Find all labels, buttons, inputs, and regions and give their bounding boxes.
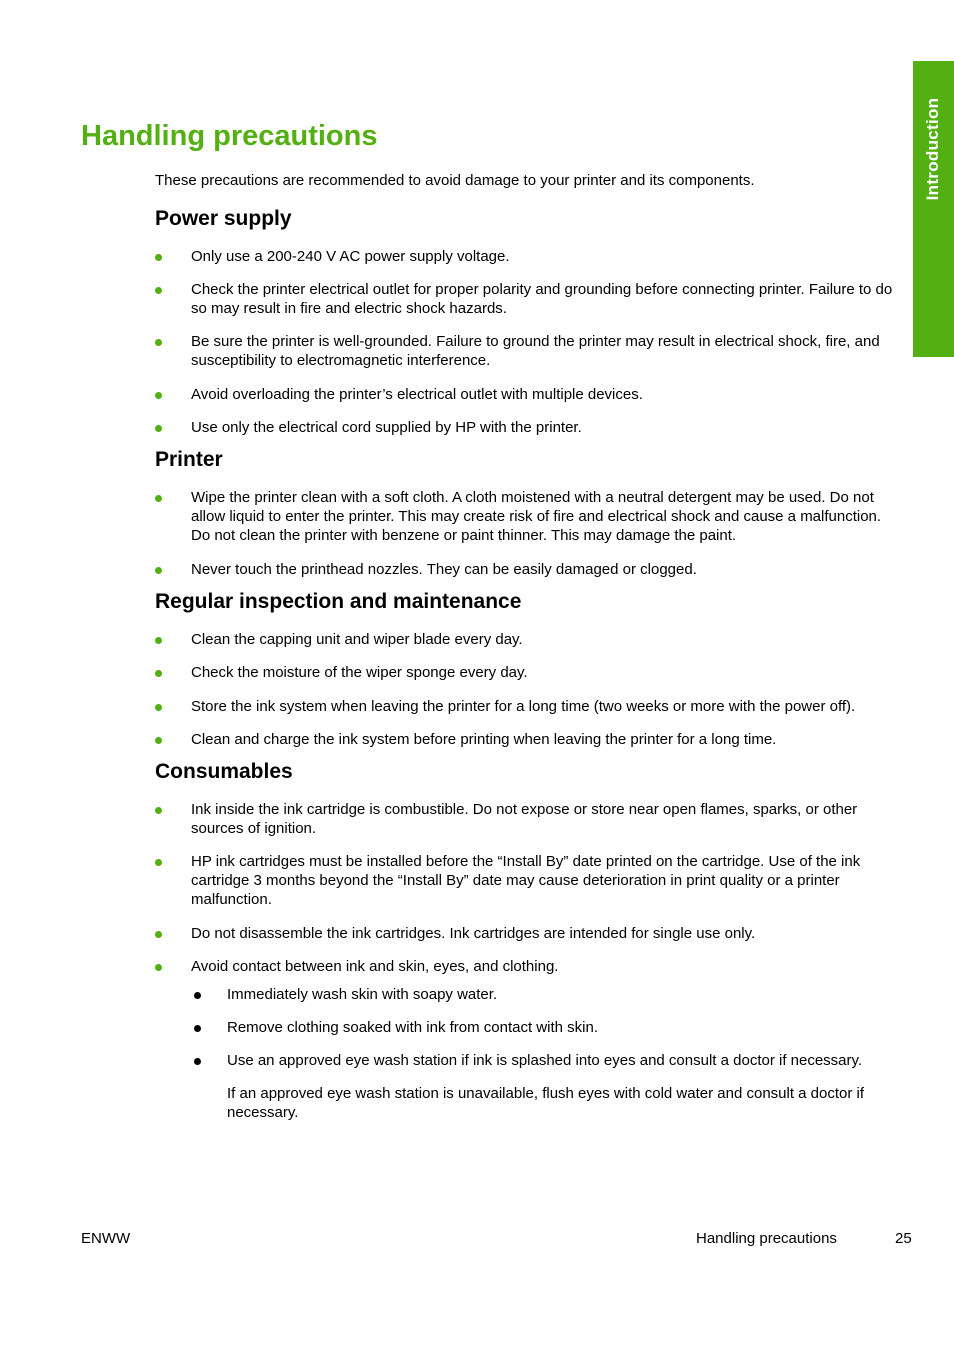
footer-label: ENWW	[81, 1230, 131, 1247]
sub-list-item	[191, 1018, 901, 1037]
section-power-supply	[155, 206, 900, 437]
list-item-text: Check the moisture of the wiper sponge every day.	[191, 664, 528, 681]
list-item-text: HP ink cartridges must be installed before the “Install By” date printed on the cartridge. Use of the ink cartridge 3 months beyond the “Install By” date may cause deterioration in print quality or a printer malfunction.	[191, 853, 861, 908]
bullet-icon	[155, 704, 162, 711]
list-item-text: Avoid contact between ink and skin, eyes, and clothing.	[191, 958, 559, 975]
bullet-list	[155, 630, 900, 749]
bullet-icon	[155, 425, 162, 432]
page-number: 25	[895, 1230, 912, 1247]
bullet-icon	[155, 254, 162, 261]
sub-bullet-icon	[194, 992, 201, 999]
sub-list-item	[191, 1051, 901, 1070]
section-heading: Regular inspection and maintenance	[155, 590, 522, 613]
intro-paragraph: These precautions are recommended to avoid damage to your printer and its components.	[155, 172, 755, 189]
sub-list-item	[191, 985, 901, 1004]
list-item-text: Be sure the printer is well-grounded. Failure to ground the printer may result in electrical shock, fire, and susceptibility to electromagnetic interference.	[191, 333, 880, 369]
list-item	[155, 280, 900, 318]
list-item-text: Check the printer electrical outlet for proper polarity and grounding before connecting printer. Failure to do so may result in fire and electric shock hazards.	[191, 281, 893, 317]
section-printer	[155, 447, 900, 579]
list-item	[155, 630, 900, 649]
list-item	[155, 247, 900, 266]
sub-list-item-text: Immediately wash skin with soapy water.	[227, 986, 498, 1003]
list-item	[155, 560, 900, 579]
list-item-text: Never touch the printhead nozzles. They can be easily damaged or clogged.	[191, 561, 697, 578]
bullet-icon	[155, 931, 162, 938]
list-item	[155, 488, 900, 545]
list-item-text: Avoid overloading the printer’s electrical outlet with multiple devices.	[191, 386, 643, 403]
bullet-icon	[155, 737, 162, 744]
bullet-icon	[155, 392, 162, 399]
list-item	[155, 332, 900, 370]
list-item	[155, 800, 900, 838]
list-item-text: Clean the capping unit and wiper blade every day.	[191, 631, 523, 648]
bullet-icon	[155, 807, 162, 814]
bullet-icon	[155, 339, 162, 346]
sub-bullet-icon	[194, 1025, 201, 1032]
bullet-icon	[155, 287, 162, 294]
sub-bullet-icon	[194, 1058, 201, 1065]
section-consumables	[155, 759, 900, 976]
footer-section-title: Handling precautions	[696, 1230, 837, 1247]
list-item	[155, 663, 900, 682]
section-heading: Consumables	[155, 760, 293, 783]
sub-list-item-text: Use an approved eye wash station if ink is splashed into eyes and consult a doctor if necessary.	[227, 1052, 863, 1069]
list-item	[155, 924, 900, 943]
sub-list-item-text: Remove clothing soaked with ink from contact with skin.	[227, 1019, 598, 1036]
list-item-text: Ink inside the ink cartridge is combustible. Do not expose or store near open flames, sparks, or other sources of ignition.	[191, 801, 858, 837]
list-item	[155, 385, 900, 404]
list-item-text: Do not disassemble the ink cartridges. Ink cartridges are intended for single use only.	[191, 925, 756, 942]
list-item-text: Use only the electrical cord supplied by HP with the printer.	[191, 419, 582, 436]
section-heading: Power supply	[155, 207, 292, 230]
bullet-list	[155, 800, 900, 976]
section-inspection-maintenance	[155, 589, 900, 749]
list-item	[155, 957, 900, 976]
bullet-list	[155, 488, 900, 579]
bullet-icon	[155, 495, 162, 502]
chapter-tab	[913, 61, 954, 357]
list-item-text: Only use a 200-240 V AC power supply voltage.	[191, 248, 510, 265]
chapter-tab-label: Introduction	[923, 97, 942, 201]
section-heading: Printer	[155, 448, 223, 471]
list-item-text: Wipe the printer clean with a soft cloth. A cloth moistened with a neutral detergent may be used. Do not allow liquid to enter the printer. This may create risk of fire and electrical shock and cause a malfunction. Do not clean the printer with benzene or paint thinner. This may damage the paint.	[191, 489, 882, 544]
page-title: Handling precautions	[81, 120, 378, 152]
list-item-text: Clean and charge the ink system before printing when leaving the printer for a long time.	[191, 731, 777, 748]
list-item	[155, 730, 900, 749]
bullet-icon	[155, 859, 162, 866]
eye-wash-note: If an approved eye wash station is unavailable, flush eyes with cold water and consult a doctor if necessary.	[227, 1085, 865, 1121]
list-item-text: Store the ink system when leaving the printer for a long time (two weeks or more with the power off).	[191, 698, 856, 715]
list-item	[155, 418, 900, 437]
bullet-icon	[155, 567, 162, 574]
sub-bullet-list	[191, 985, 901, 1070]
list-item	[155, 697, 900, 716]
bullet-icon	[155, 670, 162, 677]
list-item	[155, 852, 900, 909]
bullet-icon	[155, 637, 162, 644]
bullet-list	[155, 247, 900, 437]
bullet-icon	[155, 964, 162, 971]
